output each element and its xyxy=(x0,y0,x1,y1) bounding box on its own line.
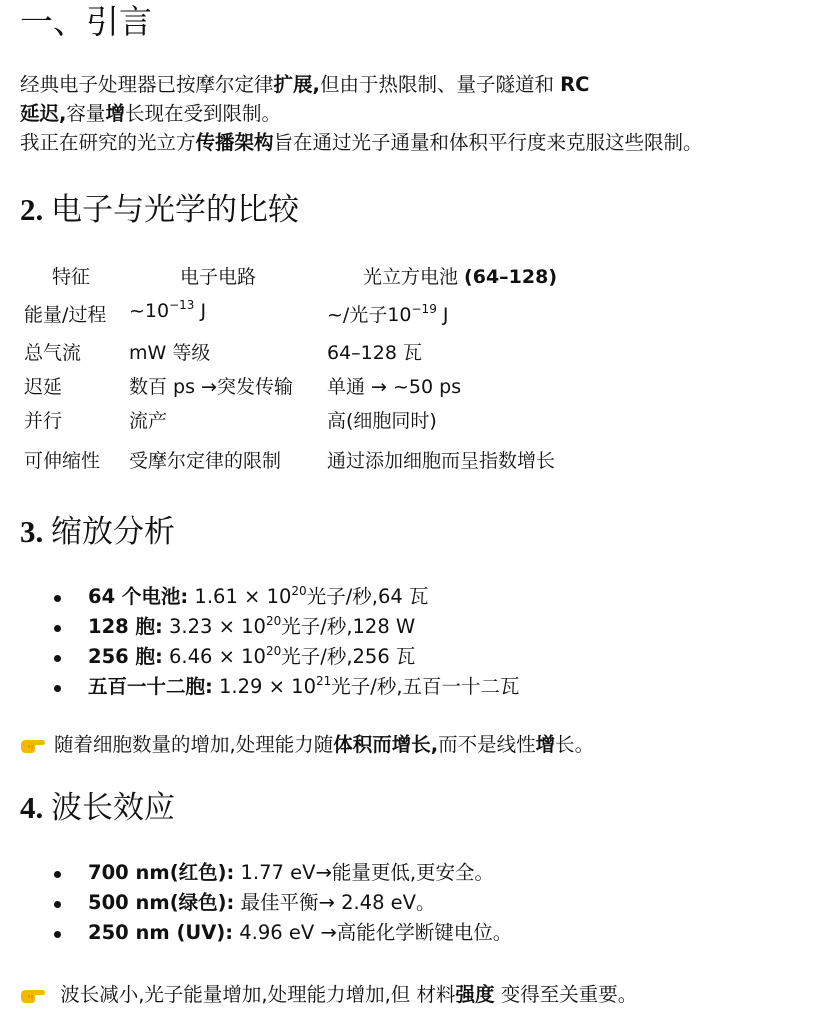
scaling-heading-title: 缩放分析 xyxy=(51,514,175,550)
wavelength-note-text: 波长减小,光子能量增加,处理能力增加,但 材料强度 变得至关重要。 xyxy=(54,983,638,1006)
comparison-heading xyxy=(20,190,299,230)
wavelength-note xyxy=(20,980,637,1010)
bullet-icon xyxy=(54,595,61,602)
table-cell: 总气流 xyxy=(24,342,82,364)
bullet-icon xyxy=(54,931,61,938)
table-cell: 64–128 瓦 xyxy=(327,342,422,364)
intro-line-2: 延迟,容量增长现在受到限制。 xyxy=(20,102,281,125)
table-cell: 流产 xyxy=(129,410,168,432)
bullet-icon xyxy=(54,871,61,878)
list-item-text: 500 nm(绿色): 最佳平衡→ 2.48 eV。 xyxy=(88,891,436,914)
bullet-icon xyxy=(54,901,61,908)
table-cell: $\sim 10^{-13}$ J xyxy=(129,298,207,322)
intro-line-1: 经典电子处理器已按摩尔定律扩展,但由于热限制、量子隧道和 RC xyxy=(20,73,590,96)
comparison-heading-title: 电子与光学的比较 xyxy=(51,192,299,228)
table-cell: 通过添加细胞而呈指数增长 xyxy=(327,450,556,472)
list-item xyxy=(50,582,520,612)
table-header-optical: 光立方电池 (64–128) xyxy=(363,266,558,288)
wavelength-heading-number: 4. xyxy=(20,790,44,825)
list-item-text: 256 胞: $6.46 \times 10^{20}$光子/秒,256 瓦 xyxy=(88,644,416,668)
list-item xyxy=(50,612,520,642)
scaling-list xyxy=(50,582,520,702)
list-item-text: 64 个电池: $1.61 \times 10^{20}$光子/秒,64 瓦 xyxy=(88,584,429,608)
table-cell: 可伸缩性 xyxy=(24,450,101,472)
bullet-icon xyxy=(54,655,61,662)
table-cell: 迟延 xyxy=(24,376,63,398)
table-cell: 并行 xyxy=(24,410,63,432)
list-item-text: 五百一十二胞: $1.29 \times 10^{21}$光子/秒,五百一十二瓦 xyxy=(88,674,520,698)
table-cell: ~/光子$10^{-19}$ J xyxy=(327,302,449,326)
intro-heading: 一、引言 xyxy=(20,2,152,41)
list-item xyxy=(50,918,512,948)
table-header-feature: 特征 xyxy=(52,266,91,288)
list-item-text: 128 胞: $3.23 \times 10^{20}$光子/秒,128 W xyxy=(88,614,416,638)
scaling-note xyxy=(20,730,594,760)
list-item-text: 250 nm (UV): 4.96 eV →高能化学断键电位。 xyxy=(88,921,513,944)
wavelength-heading xyxy=(20,788,175,828)
table-cell: 数百 ps →突发传输 xyxy=(129,376,293,398)
table-cell: 高(细胞同时) xyxy=(327,410,437,432)
table-header-electronic: 电子电路 xyxy=(180,266,257,288)
table-cell: 受摩尔定律的限制 xyxy=(129,450,282,472)
wavelength-heading-title: 波长效应 xyxy=(51,790,175,826)
table-cell: 单通 → ~50 ps xyxy=(327,376,462,398)
intro-line-3: 我正在研究的光立方传播架构旨在通过光子通量和体积平行度来克服这些限制。 xyxy=(20,131,703,154)
table-cell: mW 等级 xyxy=(129,342,211,364)
pointing-hand-icon xyxy=(20,734,46,754)
scaling-note-text: 随着细胞数量的增加,处理能力随体积而增长,而不是线性增长。 xyxy=(54,733,595,756)
scaling-heading-number: 3. xyxy=(20,514,44,549)
list-item xyxy=(50,642,520,672)
list-item xyxy=(50,888,512,918)
wavelength-list xyxy=(50,858,512,948)
list-item xyxy=(50,672,520,702)
bullet-icon xyxy=(54,685,61,692)
comparison-heading-number: 2. xyxy=(20,192,44,227)
scaling-heading xyxy=(20,512,175,552)
list-item xyxy=(50,858,512,888)
intro-paragraph xyxy=(20,70,703,157)
bullet-icon xyxy=(54,625,61,632)
table-cell: 能量/过程 xyxy=(24,304,107,326)
pointing-hand-icon xyxy=(20,984,46,1004)
list-item-text: 700 nm(红色): 1.77 eV→能量更低,更安全。 xyxy=(88,861,495,884)
